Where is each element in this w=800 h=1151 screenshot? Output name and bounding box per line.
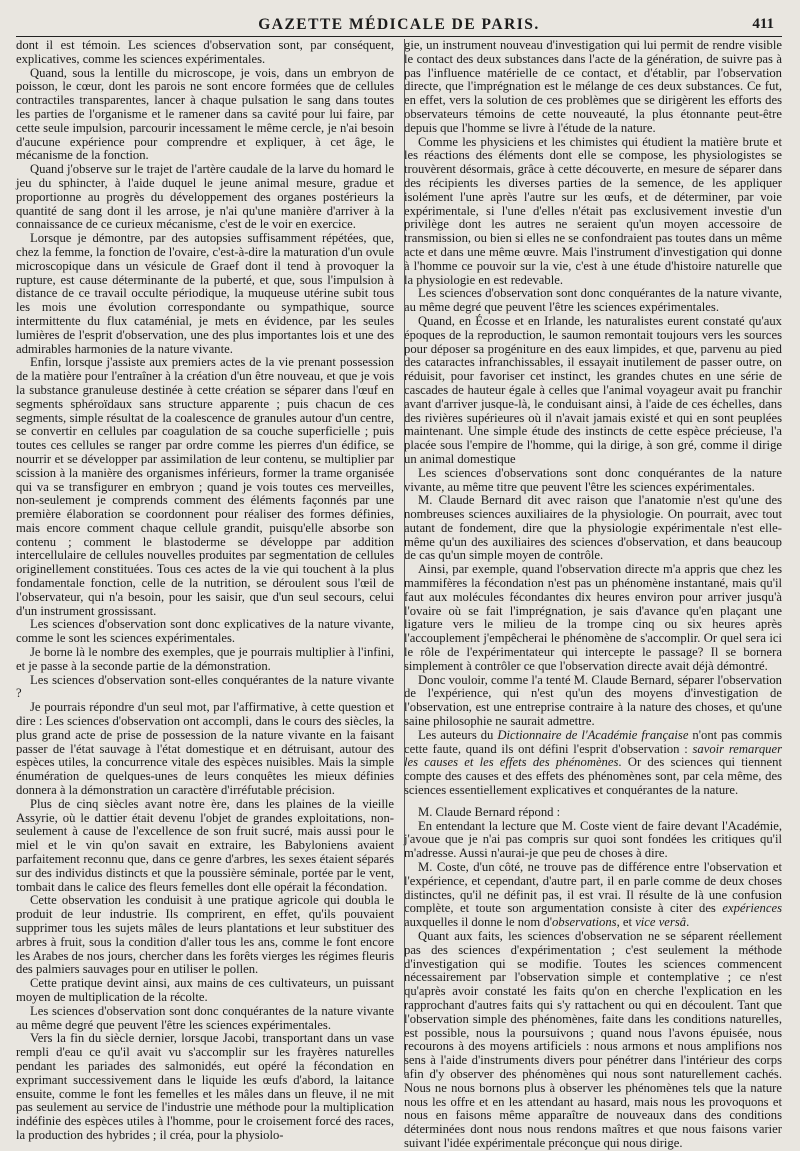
left-column [16, 38, 394, 1142]
paragraph: Quand j'observe sur le trajet de l'artère caudale de la larve du homard le jeu du sphincter, à l'aide duquel le jeune animal mesure, gradue et proportionne au progrès du développement des organes postérieurs la quantité de sang dont il les arrose, je n'ai qu'une manière d'arriver à la connaissance de ce curieux mécanisme, c'est de le voir en exercice. [16, 162, 394, 232]
paragraph: gie, un instrument nouveau d'investigation qui lui permit de rendre visible le contact des deux substances dans l'acte de la génération, de suivre pas à pas l'influence matérielle de ce contact, et d'établir, par l'observation directe, que l'imprégnation est le mélange de ces deux substances. Ce fut, en effet, vers la solution de ces problèmes que se dirigèrent les efforts des observateurs témoins de cette nouveauté, la plus étonnante peut-être depuis que l'homme se livre à l'étude de la nature. [404, 38, 782, 135]
paragraph: Enfin, lorsque j'assiste aux premiers actes de la vie prenant possession de la matière pour l'entraîner à la création d'un être nouveau, et que je vois la substance granuleuse destinée à cette création se séparer dans l'œuf en segments sphéroïdaux sans structure apparente ; puis chacun de ces segments, simple résultat de la coalescence de granules autour d'un centre, se convertir en cellules par coagulation de sa couche superficielle ; puis toutes ces cellules se ranger par ordre comme les pierres d'un édifice, se nourrir et se développer par assimilation de leur contenu, se multiplier par scission à la manière des organismes inférieurs, former la trame organisée qui va se transfigurer en embryon ; quand je vois toutes ces merveilles, non-seulement je comprends comment des éléments façonnés par une première élaboration se coordonnent pour réaliser des formes définies, mais encore comment chaque cellule grandit, puisqu'elle absorbe son contenu ; comment le blastoderme se développe par addition intercellulaire de cellules nouvelles produites par segmentation de cellules originellement constituées. Tous ces actes de la vie qui touchent à la plus fondamentale fonction, celle de la nutrition, se déroulent sous l'œil de l'observateur, qui n'a besoin, pour les saisir, que d'un seul secours, celui d'un instrument grossissant. [16, 355, 394, 618]
reply-heading: M. Claude Bernard répond : [418, 804, 561, 819]
text-columns [16, 38, 783, 1150]
paragraph: Quand, sous la lentille du microscope, je vois, dans un embryon de poisson, le cœur, dont les parois ne sont encore formées que de cellules contractiles transparentes, lancer à chaque pulsation le sang dans toutes les parties de l'organisme et le ramener dans sa cavité pour lui faire, par cette seule impulsion, parcourir incessament le même cercle, je n'ai besoin d'aucune expérience pour comprendre et expliquer, à cet âge, le mécanisme de la fonction. [16, 65, 394, 163]
column-divider [404, 39, 405, 1075]
paragraph: dont il est témoin. Les sciences d'observation sont, par conséquent, explicatives, comme les sciences expérimentales. [16, 38, 394, 66]
paragraph: Donc vouloir, comme l'a tenté M. Claude Bernard, séparer l'observation de l'expérience, qui n'est qu'un des moyens d'investigation de l'observation, est une entreprise contraire à la nature des choses, et qu'une saine philosophie ne saurait admettre. [404, 672, 782, 729]
paragraph: M. Coste, d'un côté, ne trouve pas de différence entre l'observation et l'expérience, et cependant, d'autre part, il en parle comme de deux choses distinctes, qu'il ne définit pas, il est vrai. Il résulte de là une confusion complète, et toute son argumentation consiste à citer des expériences auxquelles il donne le nom d'observations, et vice versâ. [404, 860, 782, 930]
paragraph: Je pourrais répondre d'un seul mot, par l'affirmative, à cette question et dire : Les sciences d'observation ont accompli, dans le cours des siècles, la plus grand acte de prise de possession de la nature vivante en la faisant passer de l'état sauvage à l'état domestique et en détruisant, autour des espèces utiles, la concurrence vitale des espèces nuisibles. Mais la simple énumération de quelques-unes de leurs conquêtes les mieux définies donnera à la démonstration un caractère d'irréfutable précision. [16, 700, 394, 798]
page-number: 411 [752, 16, 774, 32]
paragraph: Plus de cinq siècles avant notre ère, dans les plaines de la vieille Assyrie, où le dattier était devenu l'objet de grandes exploitations, non-seulement à cause de l'excellence de son fruit sucré, mais aussi pour le miel et le vin qu'on savait en extraire, les Babyloniens avaient parfaitement reconnu que, dans ce genre d'arbres, les sexes étaient séparés sur des individus distincts et que la poussière séminale, portée par le vent, tombait dans le calice des fleurs femelles dont elle opérait la fécondation. [16, 796, 394, 894]
paragraph: En entendant la lecture que M. Coste vient de faire devant l'Académie, j'avoue que je n'ai pas compris sur quoi sont fondées les critiques qu'il m'adresse. Aussi n'aurai-je que peu de choses à dire. [404, 818, 782, 861]
paragraph: Vers la fin du siècle dernier, lorsque Jacobi, transportant dans un vase rempli d'eau ce qu'il avait vu s'accomplir sur les frayères naturelles pendant les pariades des salmonidés, eut opéré la fécondation en exprimant successivement dans le liquide les œufs d'abord, la laitance ensuite, comme le font les femelles et les mâles dans un fleuve, il ne mit pas seulement au service de l'industrie une méthode pour la multiplication indéfinie des espèces utiles à l'homme, pour le croisement forcé des races, la production des hybrides ; il créa, pour la physiolo- [16, 1031, 394, 1142]
paragraph: Les sciences d'observations sont donc conquérantes de la nature vivante, au même titre que peuvent l'être les sciences expérimentales. [404, 465, 782, 494]
paragraph: Je borne là le nombre des exemples, que je pourrais multiplier à l'infini, et je passe à la seconde partie de la démonstration. [16, 645, 394, 673]
paragraph: Ainsi, par exemple, quand l'observation directe m'a appris que chez les mammifères la fécondation n'est pas un phénomène instantané, mais qu'il faut aux molécules fécondantes dix heures environ pour arriver jusqu'à l'ovaire où se fait l'imprégnation, je sais d'avance qu'en plaçant une ligature vers le milieu de la trompe cinq ou six heures après l'accouplement j'empêcherai le phénomène de s'accomplir. Or quel sera ici le rôle de l'expérimentateur qui intercepte le passage? Il se bornera simplement à contrôler ce que l'observation directe avait déjà démontré. [404, 562, 782, 673]
paragraph: Lorsque je démontre, par des autopsies suffisamment répétées, que, chez la femme, la fonction de l'ovaire, c'est-à-dire la maturation d'un ovule microscopique dans un vésicule de Graef dont il tend à provoquer la rupture, est cause déterminante de la puberté, et que, sous l'impulsion à distance de ce travail occulte périodique, la muqueuse utérine subit tous les mois une évolution correspondante ou sympathique, source intermittente du flux cataménial, je mets en évidence, par les seules lumières de l'esprit d'observation, une des plus importantes lois et une des admirables harmonies de la nature vivante. [16, 231, 394, 356]
paragraph: M. Claude Bernard dit avec raison que l'anatomie n'est qu'une des nombreuses sciences auxiliaires de la physiologie. On pourrait, avec tout autant de fondement, dire que la physiologie expérimentale n'est elle-même qu'un des auxiliaires des sciences d'observation, et dans beaucoup de cas qu'un simple moyen de contrôle. [404, 493, 782, 563]
paragraph: Les auteurs du Dictionnaire de l'Académie française n'ont pas commis cette faute, quand ils ont défini l'esprit d'observation : savoir remarquer les causes et les effets des phénomènes. Or des sciences qui tiennent compte des causes et des effets des phénomènes sont, par cela même, des sciences essentiellement explicatives et conquérantes de la nature. [404, 727, 783, 798]
paragraph: Les sciences d'observation sont donc conquérantes de la nature vivante au même degré que peuvent l'être les sciences expérimentales. [16, 1003, 394, 1032]
paragraph: Les sciences d'observation sont donc explicatives de la nature vivante, comme le sont les sciences expérimentales. [16, 617, 394, 646]
paragraph: Quand, en Écosse et en Irlande, les naturalistes eurent constaté qu'aux époques de la reproduction, le saumon remontait toujours vers les sources pour déposer sa progéniture en des eaux limpides, et que, parvenu au pied des cataractes infranchissables, il essayait inutilement de passer outre, on réduisit, pour favoriser cet instinct, les grandes chutes en une série de cascades de hauteur égale à celles que l'animal voyageur avait pu franchir avant d'arriver jusque-là, le conduisant ainsi, à l'aide de ces échelles, dans des rivières supérieures où il n'avait jamais existé et qui en sont peuplées maintenant. Une simple étude des instincts de cette espèce précieuse, l'a placée sous l'empire de l'homme, qui la dirige, à son gré, comme il dirige un animal domestique [404, 313, 782, 466]
paragraph: Les sciences d'observation sont donc conquérantes de la nature vivante, au même degré que peuvent l'être les sciences expérimentales. [404, 286, 782, 315]
paragraph: Quant aux faits, les sciences d'observation ne se séparent réellement pas des sciences d'expérimentation ; c'est seulement la méthode d'investigation qui se modifie. Toutes les sciences commencent nécessairement par l'observation simple et contemplative ; ce n'est qu'après avoir constaté les faits qu'on en cherche l'explication en les rapprochant d'autres faits qui s'y rattachent ou qui en découlent. Tant que l'observation simple des phénomènes, faite dans les conditions naturelles, est possible, nous la poursuivons ; quand nous l'avons épuisée, nous recourons à des moyens artificiels : nous armons et nous amplifions nos sens à l'aide d'instruments divers pour pénétrer dans l'intérieur des corps afin d'y observer des phénomènes qui nous sont naturellement cachés. Nous ne nous bornons plus à observer les phénomènes tels que la nature nous les offre et en les attendant au hasard, mais nous les provoquons et nous en faisons même apparaître de nouveaux dans des conditions déterminées dont nous nous rendons maîtres et que nous faisons varier suivant l'idée expérimentale préconçue qui nous dirige. [404, 929, 782, 1150]
paragraph: Comme les physiciens et les chimistes qui étudient la matière brute et les réactions des éléments dont elle se compose, les physiologistes se trouvèrent désormais, grâce à cette découverte, en mesure de séparer dans des récipients les diverses parties de la semence, de les appliquer isolément l'une après l'autre sur les œufs, et de déterminer, par voie expérimentale, si l'une d'elles n'était pas exclusivement investie d'un privilège dont les autres ne seraient qu'un moyen accessoire de transmission, ou bien si elles ne se confondraient pas toutes dans un même acte et dans une même œuvre. Mais l'instrument d'investigation qui donne à l'homme ce pouvoir sur la vie, c'est à une étude d'histoire naturelle que la physiologie en est redevable. [404, 134, 782, 287]
header-rule [16, 36, 782, 37]
paragraph: Cette pratique devint ainsi, aux mains de ces cultivateurs, un puissant moyen de multiplication de la récolte. [16, 976, 394, 1004]
right-column [404, 38, 783, 1150]
paragraph: Cette observation les conduisit à une pratique agricole qui doubla le produit de leur industrie. Ils comprirent, en effet, qu'ils pouvaient supprimer tous les sujets mâles de leurs plantations et leur substituer des arbres à fruit, sous la condition d'aller tous les ans, comme le font encore les Arabes de nos jours, chercher dans les forêts vierges les régimes fleuris des palmiers sauvages pour en utiliser le pollen. [16, 893, 394, 977]
page-header [16, 6, 782, 36]
paragraph: Les sciences d'observation sont-elles conquérantes de la nature vivante ? [16, 672, 394, 701]
journal-title: GAZETTE MÉDICALE DE PARIS. [258, 16, 540, 33]
